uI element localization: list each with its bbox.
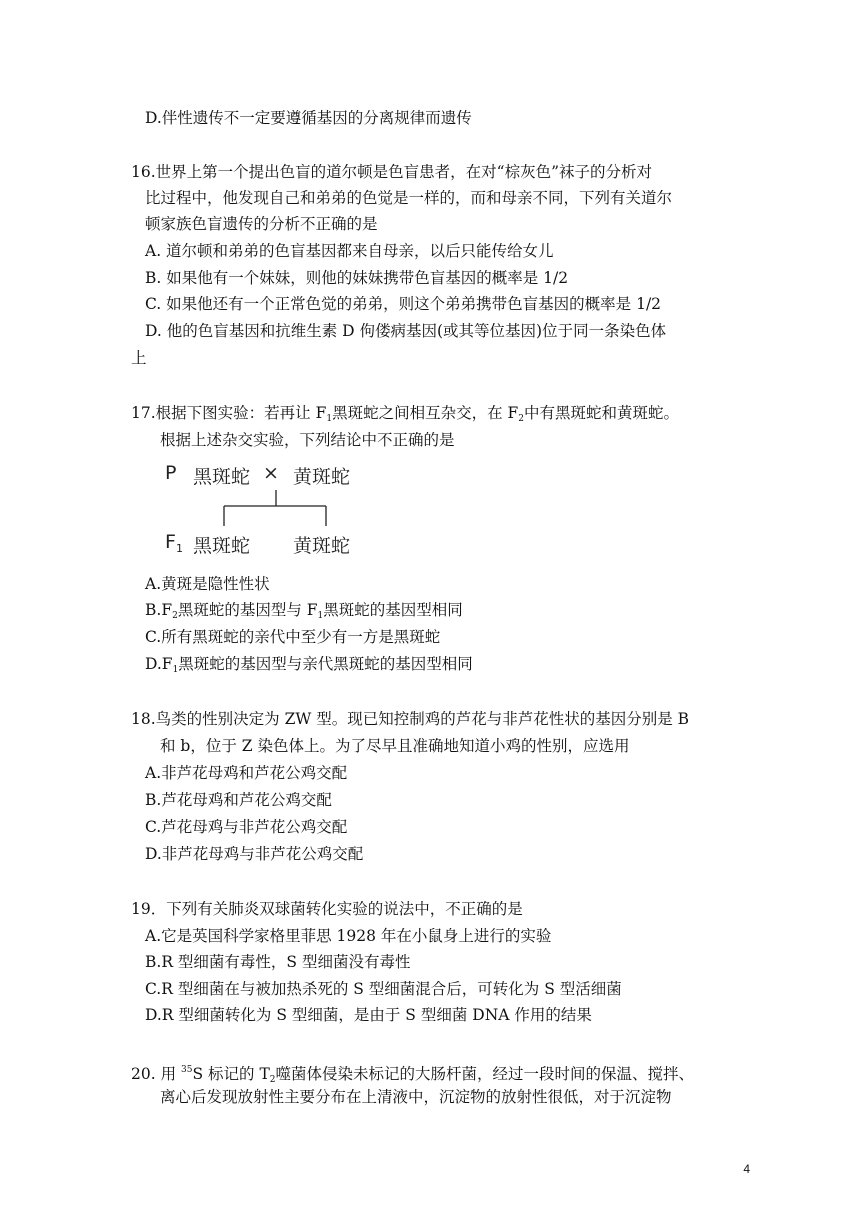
cross-symbol: × [263, 462, 279, 484]
q16-stem-line2: 比过程中，他发现自己和弟弟的色觉是一样的，而和母亲不同，下列有关道尔 [145, 189, 673, 207]
q19-option-c: C.R 型细菌在与被加热杀死的 S 型细菌混合后，可转化为 S 型活细菌 [145, 980, 622, 998]
q19-stem: 19．下列有关肺炎双球菌转化实验的说法中，不正确的是 [131, 900, 523, 918]
q18-option-b: B.芦花母鸡和芦花公鸡交配 [145, 791, 332, 809]
q18-stem-line2: 和 b，位于 Z 染色体上。为了尽早且准确地知道小鸡的性别，应选用 [160, 737, 630, 755]
q17-option-d: $D.F_1$黑斑蛇的基因型与亲代黑斑蛇的基因型相同 [145, 655, 473, 675]
offspring-black-snake: 黑斑蛇 [193, 535, 251, 557]
q16-option-c: C. 如果他还有一个正常色觉的弟弟，则这个弟弟携带色盲基因的概率是 1/2 [145, 295, 662, 313]
q18-option-c: C.芦花母鸡与非芦花公鸡交配 [145, 818, 348, 836]
q17-option-b: $B.F_2$黑斑蛇的基因型与 $F_1$黑斑蛇的基因型相同 [145, 601, 463, 621]
offspring-yellow-snake: 黄斑蛇 [293, 535, 351, 557]
parent-black-snake: 黑斑蛇 [193, 466, 251, 488]
q20-stem-line1: 20. 用 $^{35}$S 标记的 $T_2$噬菌体侵染未标记的大肠杆菌，经过一段时间的保温、搅拌、 [131, 1065, 695, 1085]
q18-option-a: A.非芦花母鸡和芦花公鸡交配 [145, 764, 348, 782]
generation-p-label: P [165, 462, 177, 484]
q19-option-d: D.R 型细菌转化为 S 型细菌，是由于 S 型细菌 DNA 作用的结果 [145, 1006, 592, 1024]
q16-option-a: A. 道尔顿和弟弟的色盲基因都来自母亲，以后只能传给女儿 [145, 242, 554, 260]
q16-stem-line3: 顿家族色盲遗传的分析不正确的是 [145, 215, 378, 233]
q16-stem-line1: 16.世界上第一个提出色盲的道尔顿是色盲患者，在对“棕灰色”袜子的分析对 [131, 163, 653, 181]
q19-option-b: B.R 型细菌有毒性，S 型细菌没有毒性 [145, 953, 411, 971]
q17-stem-line2: 根据上述杂交实验，下列结论中不正确的是 [160, 431, 455, 449]
q16-option-d-line1: D. 他的色盲基因和抗维生素 D 佝偻病基因(或其等位基因)位于同一条染色体 [145, 322, 667, 340]
q16-option-b: B. 如果他有一个妹妹，则他的妹妹携带色盲基因的概率是 1/2 [145, 269, 569, 287]
q17-option-a: A.黄斑是隐性性状 [145, 575, 270, 593]
q19-option-a: A.它是英国科学家格里菲思 1928 年在小鼠身上进行的实验 [145, 927, 552, 945]
q17-stem-line1: 17.根据下图实验：若再让 $F_1$黑斑蛇之间相互杂交，在 $F_2$中有黑斑蛇和黄斑蛇。 [131, 404, 680, 424]
generation-f1-label: $F_1$ [165, 531, 183, 555]
q18-stem-line1: 18.鸟类的性别决定为 ZW 型。现已知控制鸡的芦花与非芦花性状的基因分别是 B [131, 710, 690, 728]
page-number: 4 [743, 1162, 750, 1176]
q16-option-d-line2: 上 [131, 349, 147, 367]
q17-option-c: C.所有黑斑蛇的亲代中至少有一方是黑斑蛇 [145, 628, 441, 646]
q15-option-d: D.伴性遗传不一定要遵循基因的分离规律而遗传 [145, 109, 472, 127]
q18-option-d: D.非芦花母鸡与非芦花公鸡交配 [145, 845, 364, 863]
cross-diagram [165, 460, 365, 560]
parent-yellow-snake: 黄斑蛇 [293, 466, 351, 488]
q20-stem-line2: 离心后发现放射性主要分布在上清液中，沉淀物的放射性很低，对于沉淀物 [160, 1088, 672, 1106]
